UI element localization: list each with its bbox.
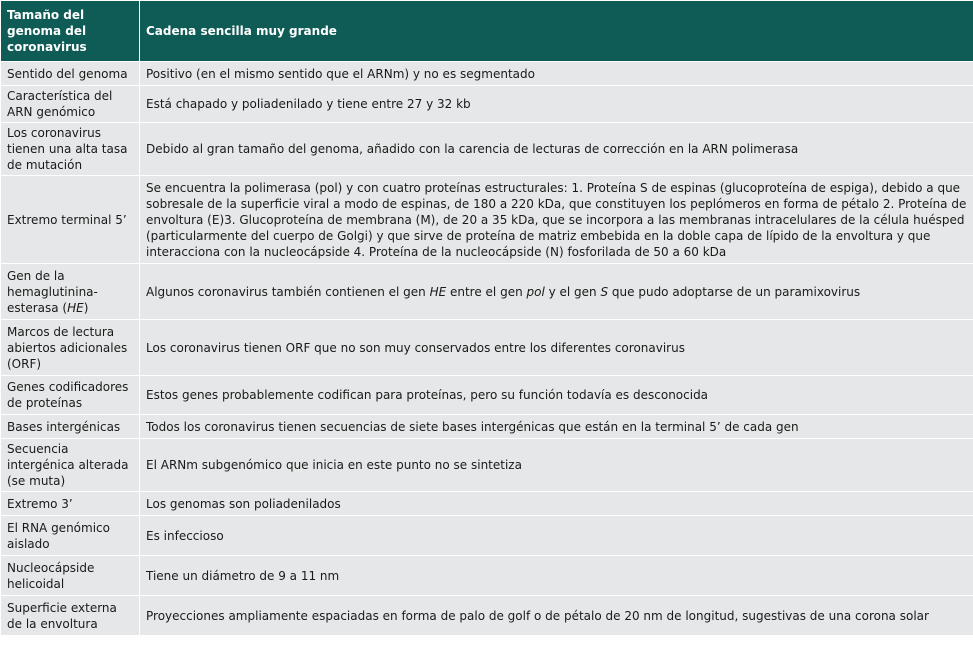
row-label: El RNA genómico aislado (1, 516, 140, 556)
table-row (1, 86, 973, 123)
desc-text: Algunos coronavirus también contienen el gen (146, 284, 430, 299)
table-row (1, 439, 973, 492)
row-label: Característica del ARN genómico (1, 86, 140, 123)
table-header-row (1, 1, 973, 62)
table-row (1, 556, 973, 596)
row-label: Secuencia intergénica alterada (se muta) (1, 439, 140, 492)
row-description: Los genomas son poliadenilados (140, 492, 973, 516)
desc-italic: HE (429, 284, 447, 299)
header-cell-single-strand: Cadena sencilla muy grande (140, 1, 973, 62)
table-row (1, 376, 973, 415)
row-description: El ARNm subgenómico que inicia en este punto no se sintetiza (140, 439, 973, 492)
row-description (140, 264, 973, 320)
row-description: Se encuentra la polimerasa (pol) y con cuatro proteínas estructurales: 1. Proteína S de espinas (glucoproteína de espiga), debido a que sobresale de la superficie viral a modo de espinas, de 180 a 220 kDa, que constituyen los peplómeros en forma de pétalo 2. Proteína de envoltura (E)3. Glucoproteína de membrana (M), de 20 a 35 kDa, que se incorpora a las membranas intracelulares de la célula huésped (particularmente del cuerpo de Golgi) y que sirve de proteína de matriz embebida en la doble capa de lípido de la envoltura y que interacciona con la nucleocápside 4. Proteína de la nucleocápside (N) fosforilada de 50 a 60 kDa (140, 176, 973, 264)
row-label: Genes codificadores de proteínas (1, 376, 140, 415)
desc-italic: pol (526, 284, 545, 299)
row-label: Extremo terminal 5’ (1, 176, 140, 264)
row-label: Los coronavirus tienen una alta tasa de mutación (1, 123, 140, 176)
row-label: Bases intergénicas (1, 415, 140, 439)
label-text: Gen de la hemaglutinina-esterasa ( (7, 268, 98, 315)
header-cell-genome-size: Tamaño del genoma del coronavirus (1, 1, 140, 62)
table-row (1, 415, 973, 439)
row-description: Proyecciones ampliamente espaciadas en forma de palo de golf o de pétalo de 20 nm de longitud, sugestivas de una corona solar (140, 596, 973, 636)
label-italic: HE (67, 300, 84, 315)
table-row (1, 264, 973, 320)
row-description: Los coronavirus tienen ORF que no son muy conservados entre los diferentes coronavirus (140, 320, 973, 376)
table-row (1, 596, 973, 636)
row-description: Positivo (en el mismo sentido que el ARNm) y no es segmentado (140, 62, 973, 86)
table-row (1, 176, 973, 264)
table-row (1, 516, 973, 556)
row-label: Marcos de lectura abiertos adicionales (ORF) (1, 320, 140, 376)
row-label: Extremo 3’ (1, 492, 140, 516)
row-description: Es infeccioso (140, 516, 973, 556)
desc-text: que pudo adoptarse de un paramixovirus (608, 284, 861, 299)
row-description: Está chapado y poliadenilado y tiene entre 27 y 32 kb (140, 86, 973, 123)
row-description: Todos los coronavirus tienen secuencias de siete bases intergénicas que están en la terminal 5’ de cada gen (140, 415, 973, 439)
row-description: Estos genes probablemente codifican para proteínas, pero su función todavía es desconocida (140, 376, 973, 415)
row-description: Tiene un diámetro de 9 a 11 nm (140, 556, 973, 596)
row-description: Debido al gran tamaño del genoma, añadido con la carencia de lecturas de corrección en la ARN polimerasa (140, 123, 973, 176)
table-row (1, 320, 973, 376)
table-row (1, 62, 973, 86)
label-text: ) (83, 300, 89, 315)
table-row (1, 492, 973, 516)
row-label (1, 264, 140, 320)
row-label: Sentido del genoma (1, 62, 140, 86)
desc-italic: S (600, 284, 609, 299)
table-row (1, 123, 973, 176)
row-label: Superficie externa de la envoltura (1, 596, 140, 636)
row-label: Nucleocápside helicoidal (1, 556, 140, 596)
desc-text: y el gen (544, 284, 601, 299)
desc-text: entre el gen (446, 284, 527, 299)
